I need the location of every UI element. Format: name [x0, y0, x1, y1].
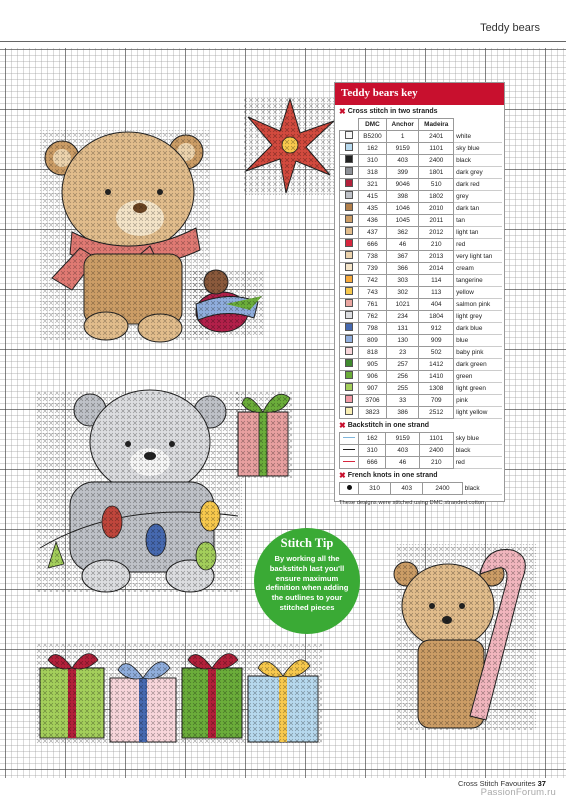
french-knot-rows [340, 483, 503, 495]
anchor-value: 362 [386, 227, 419, 239]
key-row [340, 323, 503, 335]
anchor-value: 257 [386, 359, 419, 371]
colour-name: very light tan [454, 251, 502, 263]
colour-name: sky blue [453, 433, 502, 445]
madeira-value: 1410 [419, 371, 454, 383]
dmc-value: 437 [359, 227, 387, 239]
magazine-name: Cross Stitch Favourites [458, 779, 536, 788]
madeira-value: 1804 [419, 311, 454, 323]
anchor-value: 9159 [386, 433, 420, 445]
dmc-value: 435 [359, 203, 387, 215]
dmc-value: 905 [359, 359, 387, 371]
colour-name: blue [454, 335, 502, 347]
anchor-value: 398 [386, 191, 419, 203]
anchor-value: 9159 [386, 143, 419, 155]
backstitch-rows [340, 433, 503, 469]
dmc-value: 321 [359, 179, 387, 191]
dmc-value: B5200 [359, 131, 387, 143]
colour-name: salmon pink [454, 299, 502, 311]
dmc-value: 666 [359, 239, 387, 251]
anchor-value: 255 [386, 383, 419, 395]
anchor-value: 302 [386, 287, 419, 299]
dmc-value: 809 [359, 335, 387, 347]
gift-row-motif [36, 644, 322, 744]
madeira-value: 2011 [419, 215, 454, 227]
colour-name: cream [454, 263, 502, 275]
anchor-value: 9046 [386, 179, 419, 191]
madeira-value: 113 [419, 287, 454, 299]
madeira-value: 1101 [419, 433, 453, 445]
madeira-value: 210 [419, 457, 453, 469]
key-row [340, 263, 503, 275]
madeira-value: 510 [419, 179, 454, 191]
grey-bear-motif [36, 390, 242, 592]
madeira-value: 502 [419, 347, 454, 359]
section-title: Teddy bears [480, 22, 540, 34]
backstitch-line-icon [343, 449, 355, 450]
colour-swatch-icon [345, 263, 353, 271]
dmc-value: 436 [359, 215, 387, 227]
french-knots-table [339, 482, 502, 495]
dmc-value: 3823 [359, 407, 387, 419]
colour-swatch-icon [345, 143, 353, 151]
colour-swatch-icon [345, 347, 353, 355]
dmc-value: 318 [359, 167, 387, 179]
page-number: 37 [537, 779, 546, 788]
dmc-value: 162 [359, 433, 386, 445]
stitch-tip-title: Stitch Tip [280, 536, 334, 550]
anchor-column-header: Anchor [386, 119, 419, 131]
colour-name: black [453, 445, 502, 457]
colour-swatch-icon [345, 215, 353, 223]
dmc-value: 798 [359, 323, 387, 335]
dmc-value: 762 [359, 311, 387, 323]
colour-name: pink [454, 395, 502, 407]
madeira-value: 2401 [419, 131, 454, 143]
anchor-value: 1021 [386, 299, 419, 311]
colour-name: dark tan [454, 203, 502, 215]
madeira-value: 912 [419, 323, 454, 335]
colour-name: green [454, 371, 502, 383]
key-row [340, 215, 503, 227]
anchor-value: 130 [386, 335, 419, 347]
colour-swatch-icon [345, 383, 353, 391]
anchor-value: 366 [386, 263, 419, 275]
madeira-value: 210 [419, 239, 454, 251]
colour-name: dark red [454, 179, 502, 191]
colour-swatch-icon [345, 275, 353, 283]
key-row [340, 433, 503, 445]
dmc-value: 738 [359, 251, 387, 263]
colour-name: light tan [454, 227, 502, 239]
madeira-value: 2512 [419, 407, 454, 419]
colour-swatch-icon [345, 191, 353, 199]
stitch-tip-badge [254, 528, 360, 634]
key-row [340, 143, 503, 155]
cross-icon: ✖ [339, 471, 346, 480]
anchor-value: 403 [386, 155, 419, 167]
colour-name: dark green [454, 359, 502, 371]
bear-with-candy-cane-motif [394, 544, 536, 730]
bear-with-scarf-motif [40, 130, 210, 342]
cross-icon: ✖ [339, 107, 346, 116]
dmc-value: 310 [359, 445, 386, 457]
anchor-value: 303 [386, 275, 419, 287]
anchor-value: 33 [386, 395, 419, 407]
colour-swatch-icon [345, 131, 353, 139]
key-row [340, 371, 503, 383]
anchor-value: 403 [386, 445, 420, 457]
key-row [340, 239, 503, 251]
key-row [340, 407, 503, 419]
colour-swatch-icon [345, 323, 353, 331]
colour-swatch-icon [345, 407, 353, 415]
colour-swatch-icon [345, 251, 353, 259]
colour-name: white [454, 131, 502, 143]
colour-name: baby pink [454, 347, 502, 359]
cross-stitch-rows [340, 131, 503, 419]
cross-icon: ✖ [339, 421, 346, 430]
dmc-column-header: DMC [359, 119, 387, 131]
anchor-value: 46 [386, 239, 419, 251]
backstitch-line-icon [343, 437, 355, 438]
key-row [340, 383, 503, 395]
key-row [340, 311, 503, 323]
dmc-value: 310 [359, 155, 387, 167]
madeira-value: 2013 [419, 251, 454, 263]
backstitch-table [339, 432, 502, 469]
colour-swatch-icon [345, 167, 353, 175]
key-row [340, 227, 503, 239]
dmc-value: 310 [359, 483, 391, 495]
key-column-headers [340, 119, 503, 131]
key-row [340, 251, 503, 263]
dmc-value: 743 [359, 287, 387, 299]
colour-swatch-icon [345, 299, 353, 307]
colour-name: dark blue [454, 323, 502, 335]
dmc-value: 818 [359, 347, 387, 359]
madeira-value: 2400 [419, 155, 454, 167]
key-title: Teddy bears key [335, 83, 504, 105]
madeira-value: 2010 [419, 203, 454, 215]
key-row [340, 335, 503, 347]
key-row [340, 191, 503, 203]
anchor-value: 1046 [386, 203, 419, 215]
key-row [340, 179, 503, 191]
madeira-value: 2400 [419, 445, 453, 457]
colour-key-panel [334, 82, 505, 506]
colour-name: red [453, 457, 502, 469]
madeira-column-header: Madeira [419, 119, 454, 131]
colour-swatch-icon [345, 203, 353, 211]
colour-swatch-icon [345, 359, 353, 367]
dmc-value: 906 [359, 371, 387, 383]
colour-swatch-icon [345, 311, 353, 319]
dmc-value: 666 [359, 457, 386, 469]
madeira-value: 709 [419, 395, 454, 407]
key-row [340, 131, 503, 143]
watermark: PassionForum.ru [480, 787, 556, 798]
key-row [340, 155, 503, 167]
colour-swatch-icon [345, 287, 353, 295]
colour-name: sky blue [454, 143, 502, 155]
madeira-value: 114 [419, 275, 454, 287]
colour-swatch-icon [345, 395, 353, 403]
dmc-value: 415 [359, 191, 387, 203]
key-row [340, 203, 503, 215]
colour-swatch-icon [345, 155, 353, 163]
cross-stitch-table [339, 118, 502, 419]
key-note: These designs were stitched using DMC stranded cotton [339, 500, 485, 506]
madeira-value: 1801 [419, 167, 454, 179]
colour-name: light grey [454, 311, 502, 323]
colour-name: dark grey [454, 167, 502, 179]
colour-name: tangerine [454, 275, 502, 287]
dmc-value: 907 [359, 383, 387, 395]
key-row [340, 299, 503, 311]
backstitch-line-icon [343, 461, 355, 462]
colour-name: yellow [454, 287, 502, 299]
anchor-value: 386 [386, 407, 419, 419]
colour-name: tan [454, 215, 502, 227]
colour-swatch-icon [345, 335, 353, 343]
madeira-value: 1412 [419, 359, 454, 371]
key-row [340, 167, 503, 179]
anchor-value: 1 [386, 131, 419, 143]
colour-swatch-icon [345, 371, 353, 379]
anchor-value: 23 [386, 347, 419, 359]
madeira-value: 1101 [419, 143, 454, 155]
madeira-value: 909 [419, 335, 454, 347]
madeira-value: 1308 [419, 383, 454, 395]
anchor-value: 399 [386, 167, 419, 179]
key-row [340, 445, 503, 457]
small-gift-motif [236, 392, 292, 478]
colour-swatch-icon [345, 239, 353, 247]
stitch-tip-body: By working all the backstitch last you'll ensure maximum definition when adding the outlines to your stitched pieces [265, 554, 349, 612]
colour-name: light yellow [454, 407, 502, 419]
dmc-value: 162 [359, 143, 387, 155]
colour-swatch-icon [345, 179, 353, 187]
anchor-value: 46 [386, 457, 420, 469]
madeira-value: 404 [419, 299, 454, 311]
key-row [340, 483, 503, 495]
madeira-value: 2014 [419, 263, 454, 275]
madeira-value: 2012 [419, 227, 454, 239]
dmc-value: 761 [359, 299, 387, 311]
poinsettia-motif [244, 97, 336, 195]
madeira-value: 2400 [423, 483, 462, 495]
key-row [340, 395, 503, 407]
dmc-value: 3706 [359, 395, 387, 407]
key-row [340, 347, 503, 359]
anchor-value: 367 [386, 251, 419, 263]
anchor-value: 403 [391, 483, 423, 495]
colour-name: grey [454, 191, 502, 203]
colour-name: black [454, 155, 502, 167]
anchor-value: 234 [386, 311, 419, 323]
colour-name: light green [454, 383, 502, 395]
cross-stitch-heading: ✖ Cross stitch in two strands [339, 107, 438, 116]
anchor-value: 256 [386, 371, 419, 383]
colour-name: red [454, 239, 502, 251]
backstitch-heading: ✖ Backstitch in one strand [339, 421, 429, 430]
colour-swatch-icon [345, 227, 353, 235]
key-row [340, 287, 503, 299]
french-knot-dot-icon [347, 485, 352, 490]
anchor-value: 1045 [386, 215, 419, 227]
bird-motif [190, 270, 265, 335]
anchor-value: 131 [386, 323, 419, 335]
key-row [340, 359, 503, 371]
dmc-value: 742 [359, 275, 387, 287]
french-knots-heading: ✖ French knots in one strand [339, 471, 438, 480]
colour-name: black [462, 483, 502, 495]
dmc-value: 739 [359, 263, 387, 275]
key-row [340, 275, 503, 287]
key-row [340, 457, 503, 469]
madeira-value: 1802 [419, 191, 454, 203]
